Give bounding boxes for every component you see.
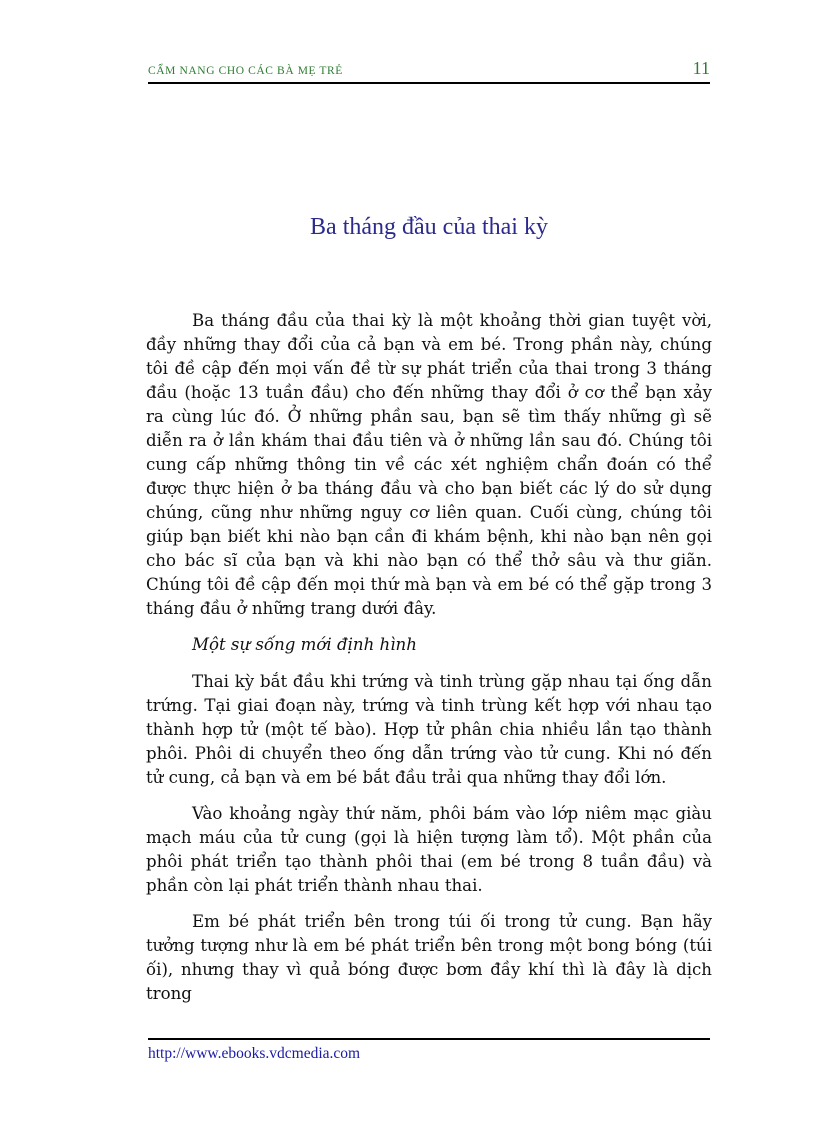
paragraph: Ba tháng đầu của thai kỳ là một khoảng thời gian tuyệt vời, đầy những thay đổi của cả bạn và em bé. Trong phần này, chúng tôi đề cập đến mọi vấn đề từ sự phát triển của thai trong 3 tháng đầu (hoặc 13 tuần đầu) cho đến những thay đổi ở cơ thể bạn xảy ra cùng lúc đó. Ở những phần sau, bạn sẽ tìm thấy những gì sẽ diễn ra ở lần khám thai đầu tiên và ở những lần sau đó. Chúng tôi cung cấp những thông tin về các xét nghiệm chẩn đoán có thể được thực hiện ở ba tháng đầu và cho bạn biết các lý do sử dụng chúng, cũng như những nguy cơ liên quan. Cuối cùng, chúng tôi giúp bạn biết khi nào bạn cần đi khám bệnh, khi nào bạn nên gọi cho bác sĩ của bạn và khi nào bạn có thể thở sâu và thư giãn. Chúng tôi đề cập đến mọi thứ mà bạn và em bé có thể gặp trong 3 tháng đầu ở những trang dưới đây. [146,311,712,618]
footer-divider [148,1038,710,1040]
body-text [146,309,712,1018]
page-number: 11 [692,58,710,78]
running-header [148,58,710,84]
section-subheading: Một sự sống mới định hình [192,635,417,654]
paragraph: Vào khoảng ngày thứ năm, phôi bám vào lớp niêm mạc giàu mạch máu của tử cung (gọi là hiện tượng làm tổ). Một phần của phôi phát triển tạo thành phôi thai (em bé trong 8 tuần đầu) và phần còn lại phát triển thành nhau thai. [146,804,712,895]
chapter-title: Ba tháng đầu của thai kỳ [310,214,548,240]
book-title: CẨM NANG CHO CÁC BÀ MẸ TRẺ [148,65,343,77]
paragraph: Em bé phát triển bên trong túi ối trong tử cung. Bạn hãy tưởng tượng như là em bé phát triển bên trong một bong bóng (túi ối), nhưng thay vì quả bóng được bơm đầy khí thì là đây là dịch trong [146,912,712,1003]
footer-url-link[interactable]: http://www.ebooks.vdcmedia.com [148,1045,361,1062]
paragraph: Thai kỳ bắt đầu khi trứng và tinh trùng gặp nhau tại ống dẫn trứng. Tại giai đoạn này, trứng và tinh trùng kết hợp với nhau tạo thành hợp tử (một tế bào). Hợp tử phân chia nhiều lần tạo thành phôi. Phôi di chuyển theo ống dẫn trứng vào tử cung. Khi nó đến tử cung, cả bạn và em bé bắt đầu trải qua những thay đổi lớn. [146,672,712,787]
